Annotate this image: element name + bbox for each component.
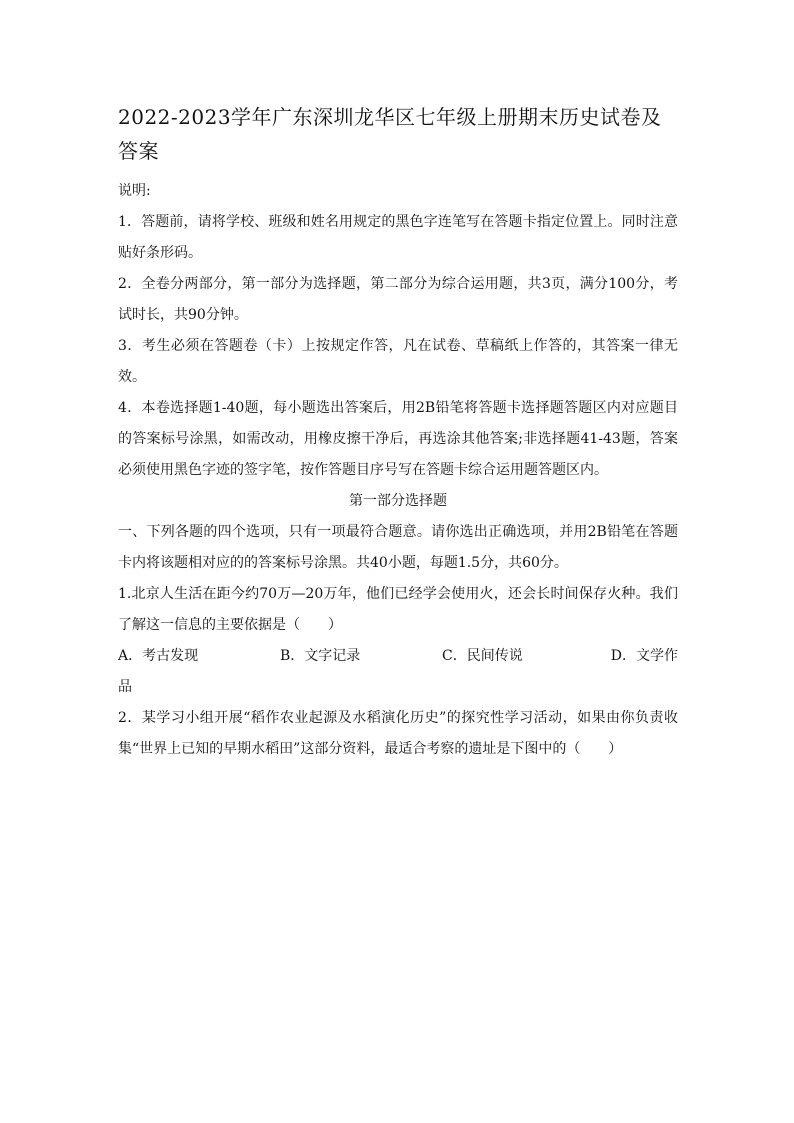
- option-c: C．民间传说: [442, 648, 523, 664]
- option-d: D．文学作: [610, 648, 678, 664]
- document-page: [118, 100, 678, 765]
- note-item: 3．考生必须在答题卷（卡）上按规定作答，凡在试卷、草稿纸上作答的，其答案一律无效。: [118, 338, 678, 385]
- note-item: 1．答题前，请将学校、班级和姓名用规定的黑色字连笔写在答题卡指定位置上。同时注意贴好条形码。: [118, 214, 678, 261]
- option-b: B．文字记录: [280, 648, 361, 664]
- option-a: A．考古发现: [118, 648, 199, 664]
- option-d-overflow: 品: [118, 679, 132, 695]
- section-intro: 一、下列各题的四个选项，只有一项最符合题意。请你选出正确选项，并用2B铅笔在答题卡内将该题相对应的的答案标号涂黑。共40小题，每题1.5分，共60分。: [118, 524, 678, 571]
- document-title: 2022-2023学年广东深圳龙华区七年级上册期末历史试卷及答案: [118, 105, 662, 163]
- question-2-stem: 2．某学习小组开展“稻作农业起源及水稻演化历史”的探究性学习活动，如果由你负责收集“世界上已知的早期水稻田”这部分资料，最适合考察的遗址是下图中的（ ）: [118, 710, 678, 757]
- question-1-options: [118, 641, 678, 672]
- question-1-stem: 1.北京人生活在距今约70万—20万年，他们已经学会使用火，还会长时间保存火种。我们了解这一信息的主要依据是（ ）: [118, 586, 678, 633]
- notes-heading: 说明:: [118, 183, 151, 199]
- note-item: 2．全卷分两部分，第一部分为选择题，第二部分为综合运用题，共3页，满分100分，考试时长，共90分钟。: [118, 276, 678, 323]
- note-item: 4．本卷选择题1-40题，每小题选出答案后，用2B铅笔将答题卡选择题答题区内对应题目的答案标号涂黑，如需改动，用橡皮擦干净后，再选涂其他答案;非选择题41-43题，答案必须使用黑色字迹的签字笔，按作答题目序号写在答题卡综合运用题答题区内。: [118, 400, 678, 478]
- section-title: 第一部分选择题: [349, 493, 447, 509]
